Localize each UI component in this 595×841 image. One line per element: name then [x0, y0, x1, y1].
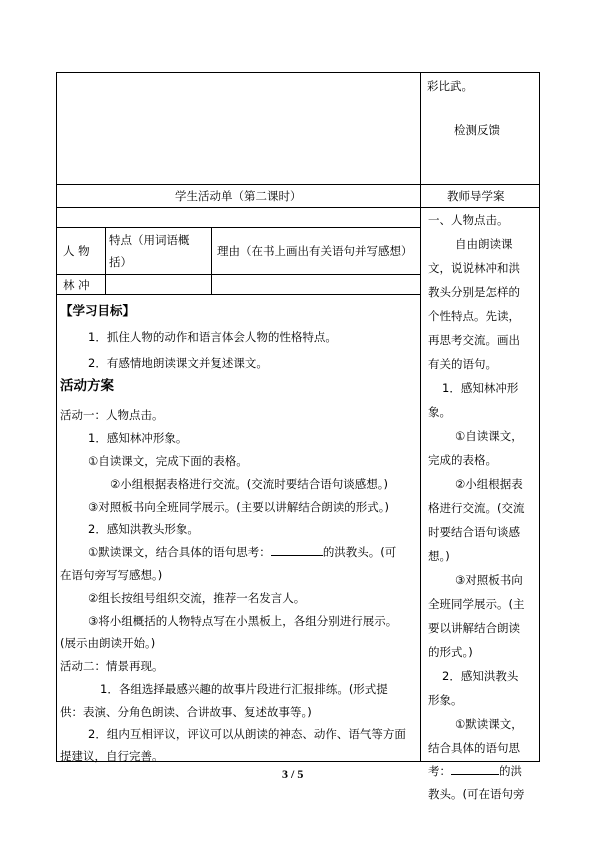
- top-right-text-2: 检测反馈: [454, 123, 500, 137]
- top-right-text-1: 彩比武。: [427, 79, 473, 93]
- side-line-24: [428, 760, 538, 782]
- activity-1-step-1a: ①自读课文，完成下面的表格。: [88, 454, 248, 468]
- side-line-24-pre: 考：: [428, 764, 451, 778]
- activity-plan-heading: 活动方案: [60, 378, 114, 394]
- table-border-top: [56, 72, 540, 73]
- side-line-1: 一、人物点击。: [428, 213, 509, 227]
- inner-table-top: [56, 227, 421, 228]
- inner-table-bottom: [56, 294, 421, 295]
- side-line-22: ①默读课文，: [455, 717, 523, 731]
- activity-1-title: 活动一：人物点击。: [60, 408, 164, 422]
- student-activity-title: 学生活动单（第二课时）: [175, 189, 302, 203]
- column-divider: [420, 72, 421, 762]
- side-line-10: ①自读课文，: [455, 429, 523, 443]
- side-line-2: 自由朗读课: [455, 237, 513, 251]
- side-line-9: 象。: [428, 405, 451, 419]
- activity-2-step-2-cont: 提建议，自行完善。: [60, 749, 164, 763]
- side-line-12: ②小组根据表: [455, 477, 523, 491]
- activity-1-step-2a-post: 的洪教头。(可: [322, 545, 397, 559]
- activity-1-step-2a-pre: ①默读课文，结合具体的语句思考：: [88, 545, 271, 559]
- side-line-4: 教头分别是怎样的: [428, 285, 520, 299]
- side-line-11: 完成的表格。: [428, 453, 497, 467]
- side-line-14: 时要结合语句谈感: [428, 525, 520, 539]
- side-line-23: 结合具体的语句思: [428, 741, 520, 755]
- side-line-17: 全班同学展示。(主: [428, 597, 525, 611]
- activity-1-step-2a: [88, 541, 443, 563]
- side-line-3: 文，说说林冲和洪: [428, 261, 520, 275]
- activity-1-step-2b: ②组长按组号组织交流，推荐一名发言人。: [88, 591, 306, 605]
- side-line-15: 想。): [428, 549, 450, 563]
- side-line-19: 的形式。): [428, 645, 473, 659]
- activity-1-step-1b: ②小组根据表格进行交流。(交流时要结合语句谈感想。): [110, 477, 389, 491]
- activity-1-step-1c: ③对照板书向全班同学展示。(主要以讲解结合朗读的形式。): [88, 500, 390, 514]
- inner-table-col1: [105, 227, 106, 295]
- inner-table-col2: [211, 227, 212, 295]
- activity-2-step-1-cont: 供：表演、分角色朗读、合讲故事、复述故事等。): [60, 705, 312, 719]
- side-line-18: 要以讲解结合朗读: [428, 621, 520, 635]
- teacher-guide-title: 教师导学案: [447, 189, 505, 203]
- table-header-reason: 理由（在书上画出有关语句并写感想）: [217, 244, 413, 258]
- table-row-lin-chong: 林 冲: [63, 278, 90, 292]
- activity-2-step-1: 1．各组选择最感兴趣的故事片段进行汇报排练。(形式提: [100, 682, 388, 696]
- side-line-25: 教头。(可在语句旁: [428, 787, 525, 801]
- side-line-7: 有关的语句。: [428, 357, 497, 371]
- activity-1-step-2: 2．感知洪教头形象。: [88, 522, 199, 536]
- table-header-person: 人 物: [63, 244, 90, 258]
- side-line-21: 形象。: [428, 693, 463, 707]
- activity-1-step-1: 1．感知林冲形象。: [88, 431, 188, 445]
- table-header-trait-1: 特点（用词语概: [109, 233, 190, 247]
- fill-blank-line[interactable]: [271, 543, 323, 556]
- side-line-6: 再思考交流。画出: [428, 333, 520, 347]
- table-border-left: [56, 72, 57, 762]
- side-line-24-post: 的洪: [499, 764, 522, 778]
- side-line-5: 个性特点。先读，: [428, 309, 520, 323]
- side-line-8: 1．感知林冲形: [442, 381, 519, 395]
- activity-2-title: 活动二：情景再现。: [60, 659, 164, 673]
- activity-2-step-2: 2．组内互相评议，评议可以从朗读的神态、动作、语气等方面: [88, 727, 406, 741]
- side-line-13: 格进行交流。(交流: [428, 501, 525, 515]
- table-header-trait-2: 括）: [109, 255, 132, 269]
- inner-table-row: [56, 274, 421, 275]
- side-line-16: ③对照板书向: [455, 573, 523, 587]
- side-fill-blank-line[interactable]: [451, 762, 499, 775]
- table-border-right: [539, 72, 540, 762]
- learning-goals-heading: 【学习目标】: [60, 303, 136, 318]
- activity-1-step-2a-cont: 在语句旁写写感想。): [60, 568, 163, 582]
- header-row-top: [56, 184, 540, 185]
- activity-1-step-2c: ③将小组概括的人物特点写在小黑板上，各组分别进行展示。: [88, 614, 398, 628]
- goal-1: 1．抓住人物的动作和语言体会人物的性格特点。: [88, 330, 337, 344]
- goal-2: 2．有感情地朗读课文并复述课文。: [88, 356, 268, 370]
- header-row-bottom: [56, 207, 540, 208]
- activity-1-step-2c-cont: (展示由朗读开始。): [60, 636, 156, 650]
- side-line-20: 2．感知洪教头: [442, 669, 519, 683]
- page-number: 3 / 5: [282, 767, 304, 781]
